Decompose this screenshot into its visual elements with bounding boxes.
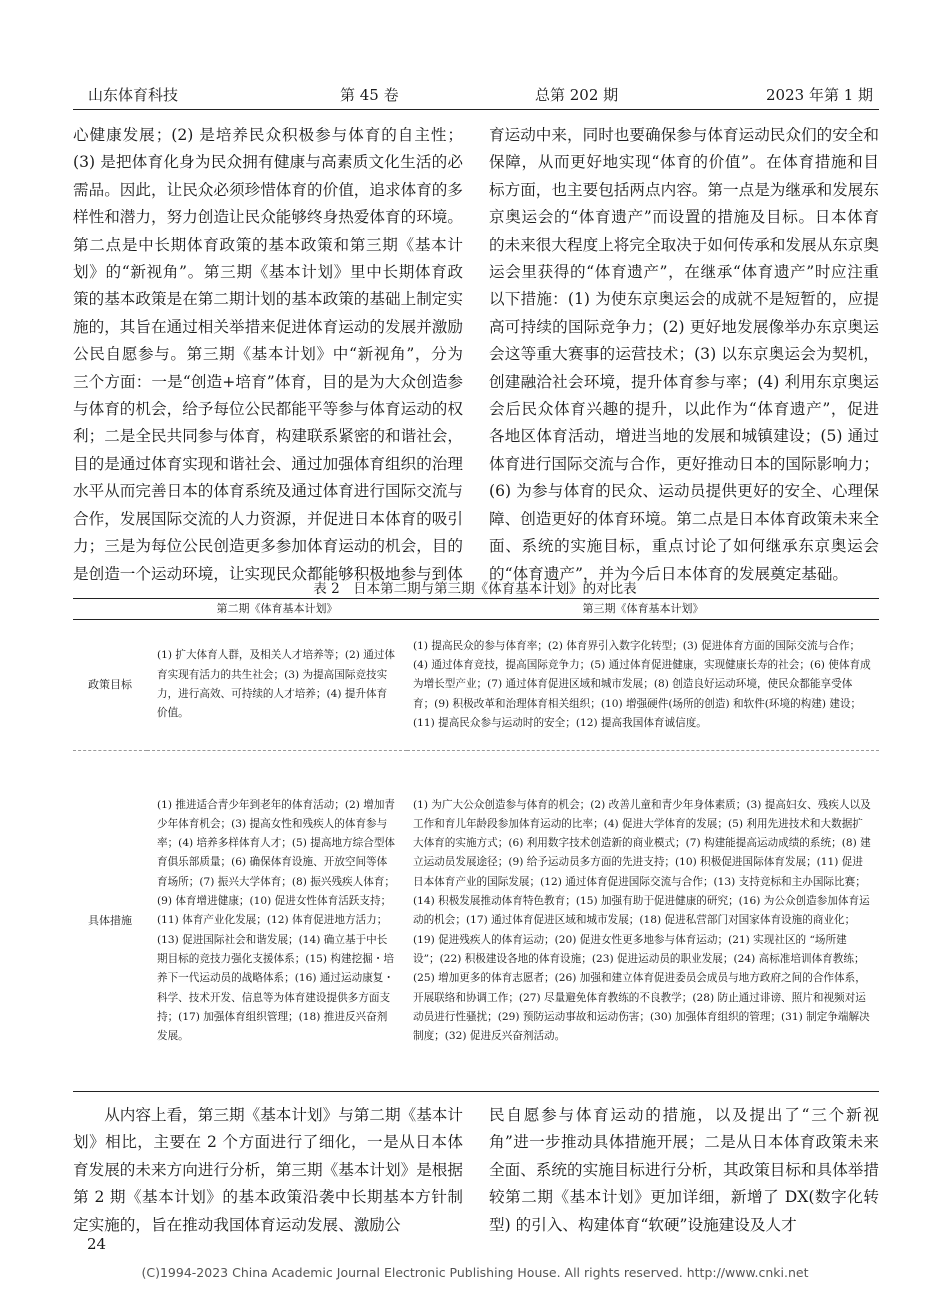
table-caption: 表 2 日本第二期与第三期《体育基本计划》的对比表 bbox=[313, 581, 637, 597]
bottom-right-paragraph: 民自愿参与体育运动的措施，以及提出了“三个新视角”进一步推动具体措施开展；二是从日本体育政策未来全面、系统的实施目标进行分析，其政策目标和具体举措较第二期《基本计划》更加详细，新增了 DX(数字化转型) 的引入、构建体育“软硬”设施建设及人才 bbox=[489, 1106, 879, 1234]
row-label: 政策目标 bbox=[73, 620, 147, 751]
second-plan-cell: (1) 推进适合青少年到老年的体育活动；(2) 增加青少年体育机会；(3) 提高女性和残疾人的体育参与率；(4) 培养多样体育人才；(5) 提高地方综合型体育俱乐部质量；(6) 确保体育设施、开放空间等体育场所；(7) 振兴大学体育；(8) 振兴残疾人体育；(9) 体育增进健康；(10) 促进女性体育活跃支持；(11) 体育产业化发展；(12) 体育促进地方活力；(13) 促进国际社会和谐发展；(14) 确立基于中长期目标的竞技力强化支援体系；(15) 构建挖掘・培养下一代运动员的战略体系；(16) 通过运动康复・科学、技术开发、信息等为体育建设提供多方面支持；(17) 加强体育组织管理；(18) 推进反兴奋剂发展。 bbox=[147, 751, 407, 1092]
top-left-column bbox=[73, 122, 463, 588]
copyright-footer: (C)1994-2023 China Academic Journal Electronic Publishing House. All rights reserved. http://www.cnki.net bbox=[141, 1265, 809, 1280]
bottom-left-column bbox=[73, 1102, 463, 1239]
table-header-empty bbox=[73, 599, 147, 620]
third-plan-cell: (1) 提高民众的参与体育率；(2) 体育界引入数字化转型；(3) 促进体育方面的国际交流与合作；(4) 通过体育竞技，提高国际竞争力；(5) 通过体育促进健康，实现健康长寿的社会；(6) 使体育成为增长型产业；(7) 通过体育促进区域和城市发展；(8) 创造良好运动环境，使民众都能享受体育；(9) 积极改革和治理体育相关组织；(10) 增强硬件(场所的创造) 和软件(环境的构建) 建设；(11) 提高民众参与运动时的安全；(12) 提高我国体育诚信度。 bbox=[407, 620, 879, 751]
third-plan-cell: (1) 为广大公众创造参与体育的机会；(2) 改善儿童和青少年身体素质；(3) 提高妇女、残疾人以及工作和育儿年龄段参加体育运动的比率；(4) 促进大学体育的发展；(5) 利用先进技术和大数据扩大体育的实施方式；(6) 利用数字技术创造新的商业模式；(7) 构建能提高运动成绩的系统；(8) 建立运动员发展途径；(9) 给予运动员多方面的先进支持；(10) 积极促进国际体育发展；(11) 促进日本体育产业的国际发展；(12) 通过体育促进国际交流与合作；(13) 支持竞标和主办国际比赛；(14) 积极发展推动体育特色教育；(15) 加强有助于促进健康的研究；(16) 为公众创造参加体育运动的机会；(17) 通过体育促进区域和城市发展；(18) 促进私营部门对国家体育设施的商业化；(19) 促进残疾人的体育运动；(20) 促进女性更多地参与体育运动；(21) 实现社区的 “场所建设”；(22) 积极建设各地的体育设施；(23) 促进运动员的职业发展；(24) 高标准培训体育教练；(25) 增加更多的体育志愿者；(26) 加强和建立体育促进委员会成员与地方政府之间的合作体系，开展联络和协调工作；(27) 尽量避免体育教练的不良教学；(28) 防止通过诽谤、照片和视频对运动员进行性骚扰；(29) 预防运动事故和运动伤害；(30) 加强体育组织的管理；(31) 制定争端解决制度；(32) 促进反兴奋剂活动。 bbox=[407, 751, 879, 1092]
bottom-left-paragraph: 从内容上看，第三期《基本计划》与第二期《基本计划》相比，主要在 2 个方面进行了细化，一是从日本体育发展的未来方向进行分析，第三期《基本计划》是根据第 2 期《基本计划》的基本政策沿袭中长期基本方针制定实施的，旨在推动我国体育运动发展、激励公 bbox=[73, 1106, 463, 1234]
table-row bbox=[73, 751, 879, 1092]
volume-label: 第 45 卷 bbox=[340, 86, 399, 104]
row-label: 具体措施 bbox=[73, 751, 147, 1092]
journal-name: 山东体育科技 bbox=[88, 86, 179, 104]
header-rule bbox=[73, 109, 879, 110]
bottom-right-column bbox=[489, 1102, 879, 1239]
table-row bbox=[73, 620, 879, 751]
top-left-paragraph: 心健康发展；(2) 是培养民众积极参与体育的自主性；(3) 是把体育化身为民众拥有健康与高素质文化生活的必需品。因此，让民众必须珍惜体育的价值，追求体育的多样性和潜力，努力创造让民众能够终身热爱体育的环境。第二点是中长期体育政策的基本政策和第三期《基本计划》的“新视角”。第三期《基本计划》里中长期体育政策的基本政策是在第二期计划的基本政策的基础上制定实施的，其旨在通过相关举措来促进体育运动的发展并激励公民自愿参与。第三期《基本计划》中“新视角”，分为三个方面：一是“创造+培育”体育，目的是为大众创造参与体育的机会，给予每位公民都能平等参与体育运动的权利；二是全民共同参与体育，构建联系紧密的和谐社会，目的是通过体育实现和谐社会、通过加强体育组织的治理水平从而完善日本的体育系统及通过体育进行国际交流与合作，发展国际交流的人力资源，并促进日本体育的吸引力；三是为每位公民创造更多参加体育运动的机会，目的是创造一个运动环境，让实现民众都能够积极地参与到体 bbox=[73, 126, 463, 583]
year-issue-label: 2023 年第 1 期 bbox=[766, 86, 874, 104]
comparison-table bbox=[73, 598, 879, 1092]
top-right-paragraph: 育运动中来，同时也要确保参与体育运动民众们的安全和保障，从而更好地实现“体育的价值”。在体育措施和目标方面，也主要包括两点内容。第一点是为继承和发展东京奥运会的“体育遗产”而设置的措施及目标。日本体育的未来很大程度上将完全取决于如何传承和发展从东京奥运会里获得的“体育遗产”，在继承“体育遗产”时应注重以下措施：(1) 为使东京奥运会的成就不是短暂的，应提高可持续的国际竞争力；(2) 更好地发展像举办东京奥运会这等重大赛事的运营技术；(3) 以东京奥运会为契机，创建融洽社会环境，提升体育参与率；(4) 利用东京奥运会后民众体育兴趣的提升，以此作为“体育遗产”，促进各地区体育活动，增进当地的发展和城镇建设；(5) 通过体育进行国际交流与合作，更好推动日本的国际影响力；(6) 为参与体育的民众、运动员提供更好的安全、心理保障、创造更好的体育环境。第二点是日本体育政策未来全面、系统的实施目标，重点讨论了如何继承东京奥运会的“体育遗产”，并为今后日本体育的发展奠定基础。 bbox=[489, 126, 879, 583]
table-header-second-plan: 第二期《体育基本计划》 bbox=[147, 599, 407, 620]
table-header-row bbox=[73, 599, 879, 620]
top-right-column bbox=[489, 122, 879, 588]
total-issue-label: 总第 202 期 bbox=[535, 86, 619, 104]
table-header-third-plan: 第三期《体育基本计划》 bbox=[407, 599, 879, 620]
page-number: 24 bbox=[87, 1235, 107, 1253]
second-plan-cell: (1) 扩大体育人群，及相关人才培养等；(2) 通过体育实现有活力的共生社会；(3) 为提高国际竞技实力，进行高效、可持续的人才培养；(4) 提升体育价值。 bbox=[147, 620, 407, 751]
